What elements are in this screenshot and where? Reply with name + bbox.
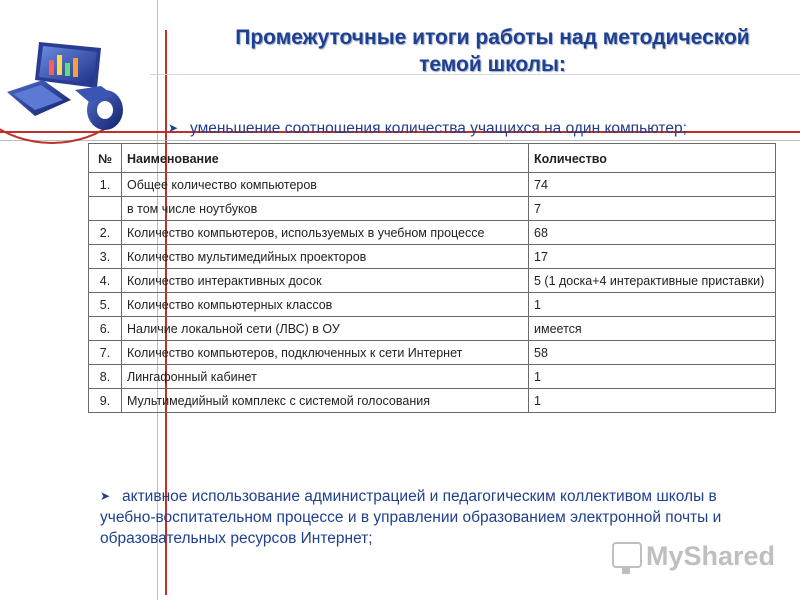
table-row [89, 221, 776, 245]
cell-name: Мультимедийный комплекс с системой голосования [122, 389, 529, 413]
header-num: № [89, 144, 122, 173]
cell-num: 7. [89, 341, 122, 365]
cell-qty: 7 [529, 197, 776, 221]
cell-num: 1. [89, 173, 122, 197]
divider-horizontal-grey [0, 140, 800, 141]
table-row [89, 365, 776, 389]
cell-num: 5. [89, 293, 122, 317]
bullet-item-1 [168, 118, 788, 139]
cell-qty: 17 [529, 245, 776, 269]
cell-name: в том числе ноутбуков [122, 197, 529, 221]
cell-qty: 1 [529, 365, 776, 389]
monitor-icon [612, 542, 642, 568]
table-row [89, 245, 776, 269]
bullet-text-2: активное использование администрацией и педагогическим коллективом школы в учебно-воспитательном процессе и в управлении образованием электронной почты и образовательных ресурсов Интернет; [100, 488, 722, 547]
cell-name: Лингафонный кабинет [122, 365, 529, 389]
title-line-2: темой школы: [419, 53, 566, 76]
cell-name: Общее количество компьютеров [122, 173, 529, 197]
slide-title [205, 24, 780, 78]
cell-num: 4. [89, 269, 122, 293]
table-row [89, 341, 776, 365]
cell-num: 9. [89, 389, 122, 413]
cell-name: Наличие локальной сети (ЛВС) в ОУ [122, 317, 529, 341]
header-name: Наименование [122, 144, 529, 173]
bullet-text-1: уменьшение соотношения количества учащихся на один компьютер; [190, 120, 687, 137]
data-table [88, 143, 776, 413]
cell-name: Количество компьютеров, используемых в учебном процессе [122, 221, 529, 245]
table-row [89, 269, 776, 293]
arrow-bullet-icon: ➤ [168, 121, 179, 135]
cell-name: Количество компьютеров, подключенных к сети Интернет [122, 341, 529, 365]
table-row [89, 173, 776, 197]
cell-qty: 74 [529, 173, 776, 197]
title-line-1: Промежуточные итоги работы над методической [235, 26, 750, 49]
cell-qty: 68 [529, 221, 776, 245]
cell-name: Количество мультимедийных проекторов [122, 245, 529, 269]
cell-qty: 1 [529, 293, 776, 317]
computer-illustration-icon [5, 30, 130, 130]
table-row [89, 197, 776, 221]
header-qty: Количество [529, 144, 776, 173]
table-header-row [89, 144, 776, 173]
arrow-bullet-icon: ➤ [100, 489, 111, 503]
table-row [89, 293, 776, 317]
cell-num: 2. [89, 221, 122, 245]
cell-num: 3. [89, 245, 122, 269]
table-row [89, 389, 776, 413]
watermark-text: MyShared [646, 541, 776, 571]
cell-name: Количество интерактивных досок [122, 269, 529, 293]
cell-num: 8. [89, 365, 122, 389]
watermark [612, 540, 792, 572]
cell-num [89, 197, 122, 221]
cell-name: Количество компьютерных классов [122, 293, 529, 317]
cell-qty: 58 [529, 341, 776, 365]
cell-qty: 1 [529, 389, 776, 413]
table-row [89, 317, 776, 341]
cell-qty: имеется [529, 317, 776, 341]
cell-num: 6. [89, 317, 122, 341]
cell-qty: 5 (1 доска+4 интерактивные приставки) [529, 269, 776, 293]
